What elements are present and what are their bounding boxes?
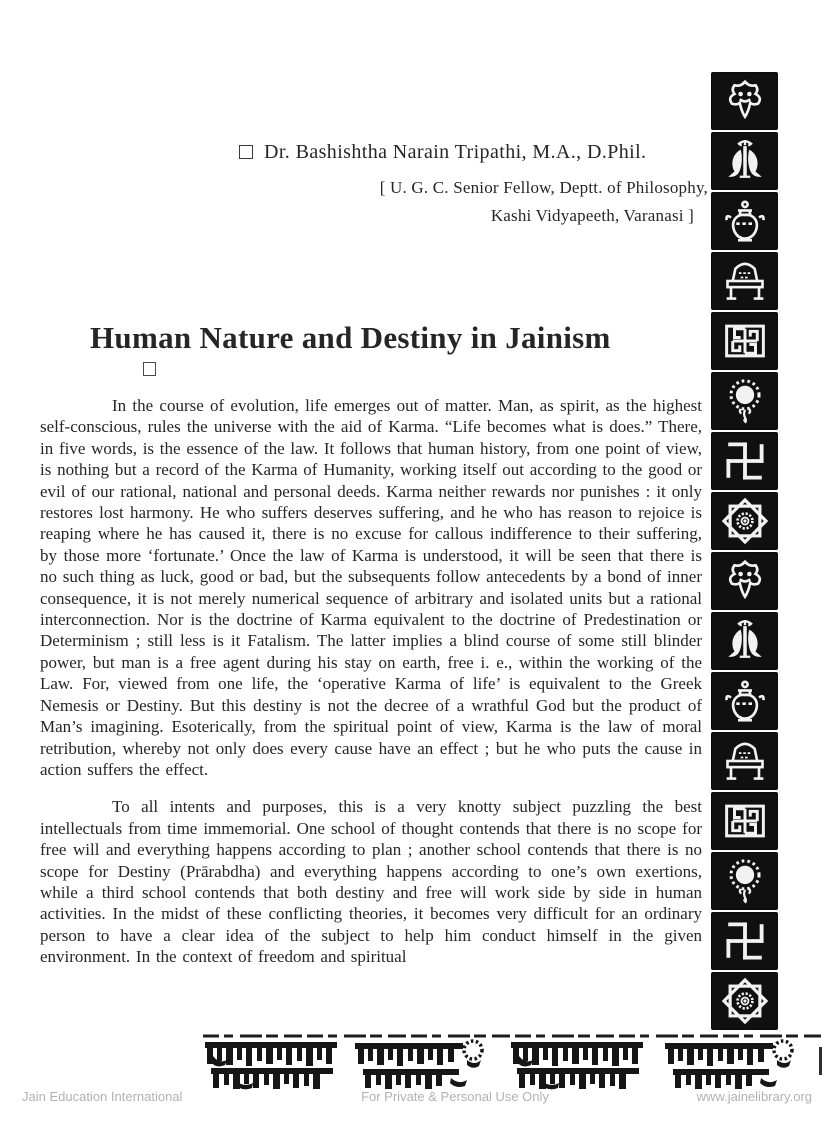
swastika-icon (717, 916, 773, 966)
shrivatsa-symbol-block (712, 73, 777, 129)
throne-symbol-block (712, 733, 777, 789)
throne-icon (717, 256, 773, 306)
paragraph: In the course of evolution, life emerges out of matter. Man, as spirit, as the highest self-conscious, rules the universe with the aid of Karma. “Life becomes what is does.” There, in five words, is the essence of the law. It follows that human history, from one point of view, is nothing but a record of the Karma of Humanity, working itself out according to the good or evil of our rational, national and personal deeds. Karma neither rewards nor punishes : it only restores lost harmony. He who suffers deserves suffering, and he who has reason to rejoice is reaping where he has caused it, there is no excuse for callous indifference to their suffering, by those more ‘fortunate.’ Once the law of Karma is understood, it will be seen that there is no such thing as luck, good or bad, but the subsequents follow antecedents by a bond of inner consequence, it is not merely numerical sequence of arbitrary and isolated units but a rational interconnection. Nor is the doctrine of Karma equivalent to the doctrine of Predestination or Determinism ; still less is it Fatalism. The latter implies a blind course of some still blinder power, but man is a free agent during his stay on earth, free i. e., within the working of the Law. For, viewed from one life, the ‘operative Karma of life’ is equivalent to the Greek Nemesis or Destiny. But this destiny is not the decree of a wrathful God but the product of Man’s imagining. Esoterically, from the spiritual point of view, Karma is the law of moral retribution, whereby not only does every cause have an effect ; but he who puts the cause in action suffers the effect. (40, 396, 703, 779)
kalasha-symbol-block (712, 193, 777, 249)
page-title: Human Nature and Destiny in Jainism (90, 319, 611, 355)
shrivatsa-icon (717, 76, 773, 126)
star-symbol-block (712, 973, 777, 1029)
author-affiliation (278, 174, 708, 230)
paragraph: To all intents and purposes, this is a very knotty subject puzzling the best intellectuals from time immemorial. One school of thought contends that there is no scope for free will and everything happens according to plan ; another school contends that there is no scope for Destiny (Prārabdha) and everything happens according to one’s own exertions, while a third school contends that both destiny and free will work side by side in human activities. In the midst of these conflicting theories, it becomes very difficult for an ordinary person to have a clear idea of the subject to help him conduct himself in the given environment. In the context of freedom and spiritual (40, 797, 702, 967)
fish-pair-symbol-block (712, 613, 777, 669)
author-row (239, 141, 646, 164)
kalasha-symbol-block (712, 673, 777, 729)
bullet-square-icon (239, 145, 253, 159)
swastika-icon (717, 436, 773, 486)
throne-icon (717, 736, 773, 786)
swastika-symbol-block (712, 433, 777, 489)
footer-right-label: www.jainelibrary.org (696, 1089, 812, 1104)
nandyavarta-icon (717, 316, 773, 366)
fish-pair-icon (717, 616, 773, 666)
section-square-icon (143, 362, 156, 376)
article-body (40, 395, 702, 984)
footer-center-label: For Private & Personal Use Only (361, 1089, 549, 1104)
mirror-symbol-block (712, 373, 777, 429)
mirror-icon (717, 856, 773, 906)
affiliation-line-2: Kashi Vidyapeeth, Varanasi ] (490, 206, 694, 225)
kalasha-icon (717, 676, 773, 726)
nandyavarta-symbol-block (712, 793, 777, 849)
stamp-edge-mark (819, 1047, 822, 1075)
eight-point-star-icon (717, 976, 773, 1026)
calligraphy-art (203, 1034, 821, 1092)
scan-footer (0, 1089, 828, 1109)
affiliation-line-1: [ U. G. C. Senior Fellow, Deptt. of Philosophy, (379, 178, 708, 197)
shrivatsa-symbol-block (712, 553, 777, 609)
nandyavarta-icon (717, 796, 773, 846)
star-symbol-block (712, 493, 777, 549)
fish-pair-icon (717, 136, 773, 186)
author-name: Dr. Bashishtha Narain Tripathi, M.A., D.Phil. (264, 141, 647, 163)
mirror-symbol-block (712, 853, 777, 909)
nandyavarta-symbol-block (712, 313, 777, 369)
eight-point-star-icon (717, 496, 773, 546)
mirror-icon (717, 376, 773, 426)
swastika-symbol-block (712, 913, 777, 969)
shrivatsa-icon (717, 556, 773, 606)
throne-symbol-block (712, 253, 777, 309)
fish-pair-symbol-block (712, 133, 777, 189)
footer-left-label: Jain Education International (22, 1089, 183, 1104)
kalasha-icon (717, 196, 773, 246)
calligraphy-band (203, 1034, 821, 1092)
symbol-strip (712, 73, 777, 1029)
